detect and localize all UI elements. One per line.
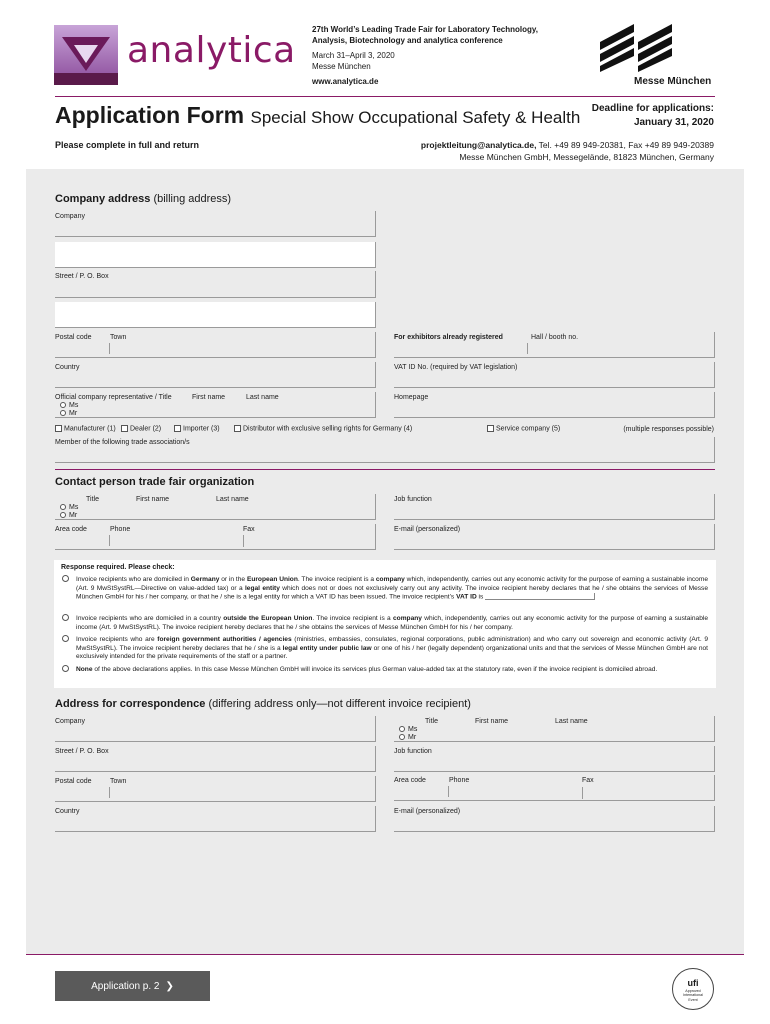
title-sub: Special Show Occupational Safety & Health: [250, 108, 581, 127]
response-option-eu: Invoice recipients who are domiciled in Germany or in the European Union. The invoice recipient is a company which, independently, carries out any economic activity for the purpose of earning a sustainable income (Art. 9 MwStSystRL—Directive on value-added tax) or a legal entity which does not or does not exclusively carry out any activity. The invoice recipient hereby declares that he / she obtains the services of Messe München GmbH for his / her company, or that he / she is a legal entity for which a VAT ID has been issued. The invoice recipient’s VAT ID is: [76, 576, 709, 601]
manufacturer-text: Manufacturer (1): [64, 425, 116, 433]
next-page-button[interactable]: [55, 971, 210, 1001]
cp-fax-divider: [243, 535, 244, 547]
cp-mr-text: Mr: [69, 512, 78, 519]
section-title-company: [55, 193, 231, 205]
ufi-line-2: International: [683, 993, 703, 998]
response-option-eu-radio[interactable]: [62, 575, 69, 582]
return-contact: [421, 139, 714, 163]
dealer-option[interactable]: [121, 425, 161, 432]
deadline: [592, 102, 714, 130]
country-label: Country: [55, 364, 80, 371]
manufacturer-checkbox[interactable]: [55, 425, 62, 432]
correspondence-title-note: (differing address only—not different invoice recipient): [208, 698, 471, 710]
corr-title-label: Title: [425, 718, 438, 725]
corr-country-field[interactable]: [55, 806, 376, 832]
page-title: [55, 102, 580, 129]
analytica-logo-mark-icon: [54, 25, 118, 85]
organizer-name: Messe München: [634, 76, 712, 87]
event-info: [312, 24, 538, 87]
corr-first-name-label: First name: [475, 718, 509, 725]
rep-ms-text: Ms: [69, 402, 79, 409]
section-divider: [55, 469, 715, 470]
rep-mr-text: Mr: [69, 410, 78, 417]
cp-email-field[interactable]: [394, 524, 715, 550]
representative-label: Official company representative / Title: [55, 394, 172, 401]
association-label: Member of the following trade association/s: [55, 439, 190, 446]
manufacturer-option[interactable]: [55, 425, 116, 432]
response-option-non-eu: Invoice recipients who are domiciled in a country outside the European Union. The invoice recipient is a company which, independently, carries out any economic activity for the purpose of earning a sustainable income (Art. 9 MwStSystRL). The invoice recipient hereby declares that he / she obtains the services of Messe München GmbH for his / her company.: [76, 615, 708, 631]
homepage-field[interactable]: [394, 392, 715, 418]
contact-email: projektleitung@analytica.de,: [420, 140, 537, 150]
corr-name-field[interactable]: [394, 716, 715, 742]
association-field[interactable]: [55, 437, 715, 463]
cp-name-field[interactable]: [55, 494, 376, 520]
rep-last-name-label: Last name: [246, 394, 279, 401]
event-line-1: 27th World’s Leading Trade Fair for Laboratory Technology,: [312, 25, 538, 34]
postal-town-field[interactable]: [55, 332, 376, 358]
section-title-correspondence: [55, 698, 471, 710]
corr-email-field[interactable]: [394, 806, 715, 832]
ufi-approved-event-badge: [672, 968, 714, 1010]
response-option-government: Invoice recipients who are foreign government authorities / agencies (ministries, embassies, consulates, regional corporations, public administration) and who carry out sovereign and economic activity (Art. 9 MwStSystRL). The invoice recipient hereby declares that he / she is a legal entity under public law or one of his / her (legally dependent) organizational units and that the services of Messe München GmbH are not exclusively intended for the private requirements of the staff or a partner.: [76, 636, 708, 661]
company-label: Company: [55, 213, 85, 220]
response-option-none: None of the above declarations applies. In this case Messe München GmbH will invoice its services plus German value-added tax at the statutory rate, even if the invoice recipient is domiciled abroad.: [76, 666, 658, 673]
deadline-date: January 31, 2020: [633, 117, 714, 128]
cp-first-name-label: First name: [136, 496, 170, 503]
dealer-text: Dealer (2): [130, 425, 162, 433]
distributor-option[interactable]: [234, 425, 412, 432]
importer-option[interactable]: [174, 425, 220, 432]
next-page-label: Application p. 2: [91, 980, 160, 992]
service-company-checkbox[interactable]: [487, 425, 494, 432]
cp-phone-label: Phone: [110, 526, 131, 533]
company-title: Company address: [55, 193, 151, 205]
company-field[interactable]: [55, 211, 376, 237]
event-dates: March 31–April 3, 2020: [312, 51, 395, 60]
dealer-checkbox[interactable]: [121, 425, 128, 432]
corr-ms-text: Ms: [408, 726, 418, 733]
service-company-text: Service company (5): [496, 425, 561, 433]
street-field[interactable]: [55, 271, 376, 298]
cp-area-label: Area code: [55, 526, 87, 533]
corr-company-label: Company: [55, 718, 85, 725]
postal-code-label: Postal code: [55, 334, 92, 341]
representative-field[interactable]: [55, 392, 376, 418]
hall-booth-label: Hall / booth no.: [531, 334, 579, 341]
country-field[interactable]: [55, 362, 376, 388]
corr-street-field[interactable]: [55, 746, 376, 772]
response-option-none-radio[interactable]: [62, 665, 69, 672]
response-option-non-eu-radio[interactable]: [62, 614, 69, 621]
response-option-government-radio[interactable]: [62, 635, 69, 642]
corr-fax-label: Fax: [582, 777, 594, 784]
vat-field[interactable]: [394, 362, 715, 388]
town-label: Town: [110, 334, 127, 341]
corr-last-name-label: Last name: [555, 718, 588, 725]
messe-muenchen-logo-icon: [600, 24, 672, 72]
ufi-line-3: Event: [688, 997, 698, 1002]
panel-bottom-rule: [26, 954, 744, 955]
street-field-line2[interactable]: [55, 302, 376, 328]
response-title: Response required. Please check:: [61, 564, 175, 571]
cp-title-label: Title: [86, 496, 99, 503]
title-main: Application Form: [55, 102, 245, 128]
exhibitors-label: For exhibitors already registered: [394, 334, 503, 341]
event-line-2: Analysis, Biotechnology and analytica conference: [312, 36, 503, 45]
correspondence-title: Address for correspondence: [55, 698, 206, 710]
corr-country-label: Country: [55, 808, 80, 815]
cp-last-name-label: Last name: [216, 496, 249, 503]
section-title-contact-person: Contact person trade fair organization: [55, 476, 255, 488]
corr-phone-field[interactable]: [394, 775, 715, 801]
corr-postal-label: Postal code: [55, 778, 92, 785]
distributor-checkbox[interactable]: [234, 425, 241, 432]
contact-phones: Tel. +49 89 949-20381, Fax +49 89 949-20389: [538, 140, 714, 150]
cp-fax-label: Fax: [243, 526, 255, 533]
importer-text: Importer (3): [183, 425, 220, 433]
company-field-line2[interactable]: [55, 242, 376, 268]
event-website: www.analytica.de: [312, 77, 379, 86]
corr-postal-town-field[interactable]: [55, 776, 376, 802]
cp-phone-field[interactable]: [55, 524, 376, 550]
corr-town-label: Town: [110, 778, 127, 785]
corr-company-field[interactable]: [55, 716, 376, 742]
importer-checkbox[interactable]: [174, 425, 181, 432]
corr-street-label: Street / P. O. Box: [55, 748, 109, 755]
cp-email-label: E-mail (personalized): [394, 526, 461, 533]
ufi-line-1: Approved: [685, 989, 701, 993]
header-divider: [55, 96, 715, 97]
ufi-caption: [673, 989, 713, 1002]
service-company-option[interactable]: [487, 425, 560, 432]
analytica-logo: analytica: [127, 30, 296, 71]
corr-email-label: E-mail (personalized): [394, 808, 461, 815]
cp-job-label: Job function: [394, 496, 432, 503]
hall-booth-field[interactable]: [394, 332, 715, 358]
distributor-text: Distributor with exclusive selling rights for Germany (4): [243, 425, 413, 433]
cp-ms-text: Ms: [69, 504, 79, 511]
street-label: Street / P. O. Box: [55, 273, 109, 280]
chevron-right-icon: ❯: [165, 980, 174, 992]
deadline-label: Deadline for applications:: [591, 103, 714, 114]
corr-fax-divider: [582, 787, 583, 799]
rep-first-name-label: First name: [192, 394, 226, 401]
corr-job-field[interactable]: [394, 746, 715, 772]
event-location: Messe München: [312, 62, 371, 71]
corr-job-label: Job function: [394, 748, 432, 755]
contact-address: Messe München GmbH, Messegelände, 81823 München, Germany: [459, 152, 714, 162]
homepage-label: Homepage: [394, 394, 429, 401]
cp-job-field[interactable]: [394, 494, 715, 520]
corr-phone-label: Phone: [449, 777, 470, 784]
corr-area-label: Area code: [394, 777, 426, 784]
multiple-responses-note: (multiple responses possible): [623, 426, 714, 433]
vat-label: VAT ID No. (required by VAT legislation): [394, 364, 518, 371]
response-vat-id-field[interactable]: [485, 593, 595, 600]
ufi-logo: ufi: [687, 978, 699, 988]
instructions: Please complete in full and return: [55, 140, 200, 150]
corr-mr-text: Mr: [408, 734, 417, 741]
company-title-note: (billing address): [153, 193, 232, 205]
